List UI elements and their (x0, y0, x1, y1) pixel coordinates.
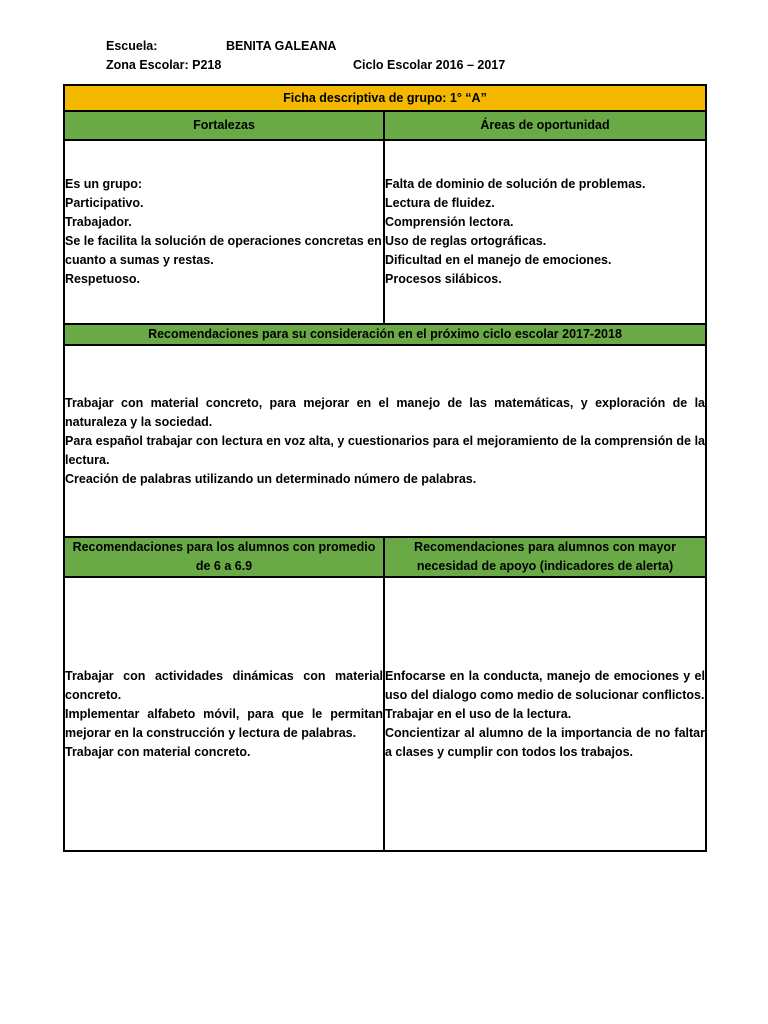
areas-cell (384, 140, 706, 324)
areas-line: Comprensión lectora. (385, 215, 514, 229)
areas-line: Lectura de fluidez. (385, 196, 495, 210)
ciclo-escolar: Ciclo Escolar 2016 – 2017 (353, 58, 506, 72)
fortalezas-line: Respetuoso. (65, 272, 141, 286)
areas-line: Uso de reglas ortográficas. (385, 234, 547, 248)
escuela-value: BENITA GALEANA (226, 39, 337, 53)
escuela-label: Escuela: (106, 39, 158, 53)
recomendaciones-line: Para español trabajar con lectura en voz alta, y cuestionarios para el mejoramiento de la comprensión de la lectura. (65, 433, 705, 467)
areas-line: Dificultad en el manejo de emociones. (385, 253, 612, 267)
areas-line: Falta de dominio de solución de problemas. (385, 177, 646, 191)
promedio-line: Trabajar con actividades dinámicas con material concreto. (65, 668, 383, 702)
areas-header: Áreas de oportunidad (384, 111, 706, 140)
apoyo-line: Concientizar al alumno de la importancia de no faltar a clases y cumplir con todos los trabajos. (385, 725, 705, 759)
apoyo-header: Recomendaciones para alumnos con mayor necesidad de apoyo (indicadores de alerta) (384, 537, 706, 577)
apoyo-cell (384, 577, 706, 851)
promedio-line: Implementar alfabeto móvil, para que le permitan mejorar en la construcción y lectura de palabras. (65, 706, 383, 740)
promedio-cell (64, 577, 384, 851)
promedio-line: Trabajar con material concreto. (65, 744, 251, 759)
fortalezas-line: Se le facilita la solución de operaciones concretas en cuanto a sumas y restas. (65, 234, 382, 267)
promedio-header: Recomendaciones para los alumnos con promedio de 6 a 6.9 (64, 537, 384, 577)
fortalezas-line: Trabajador. (65, 215, 132, 229)
recomendaciones-cell (64, 345, 706, 537)
ficha-table (63, 84, 707, 852)
apoyo-line: Trabajar en el uso de la lectura. (385, 706, 572, 721)
zona-escolar: Zona Escolar: P218 (106, 58, 222, 72)
recomendaciones-line: Trabajar con material concreto, para mejorar en el manejo de las matemáticas, y exploración de la naturaleza y la sociedad. (65, 395, 705, 429)
areas-line: Procesos silábicos. (385, 272, 502, 286)
ficha-title: Ficha descriptiva de grupo: 1° “A” (64, 85, 706, 111)
fortalezas-line: Participativo. (65, 196, 144, 210)
fortalezas-header: Fortalezas (64, 111, 384, 140)
recomendaciones-line: Creación de palabras utilizando un determinado número de palabras. (65, 471, 477, 486)
recomendaciones-header: Recomendaciones para su consideración en el próximo ciclo escolar 2017-2018 (64, 324, 706, 345)
fortalezas-line: Es un grupo: (65, 177, 143, 191)
apoyo-line: Enfocarse en la conducta, manejo de emociones y el uso del dialogo como medio de solucionar conflictos. (385, 668, 705, 702)
fortalezas-cell (64, 140, 384, 324)
